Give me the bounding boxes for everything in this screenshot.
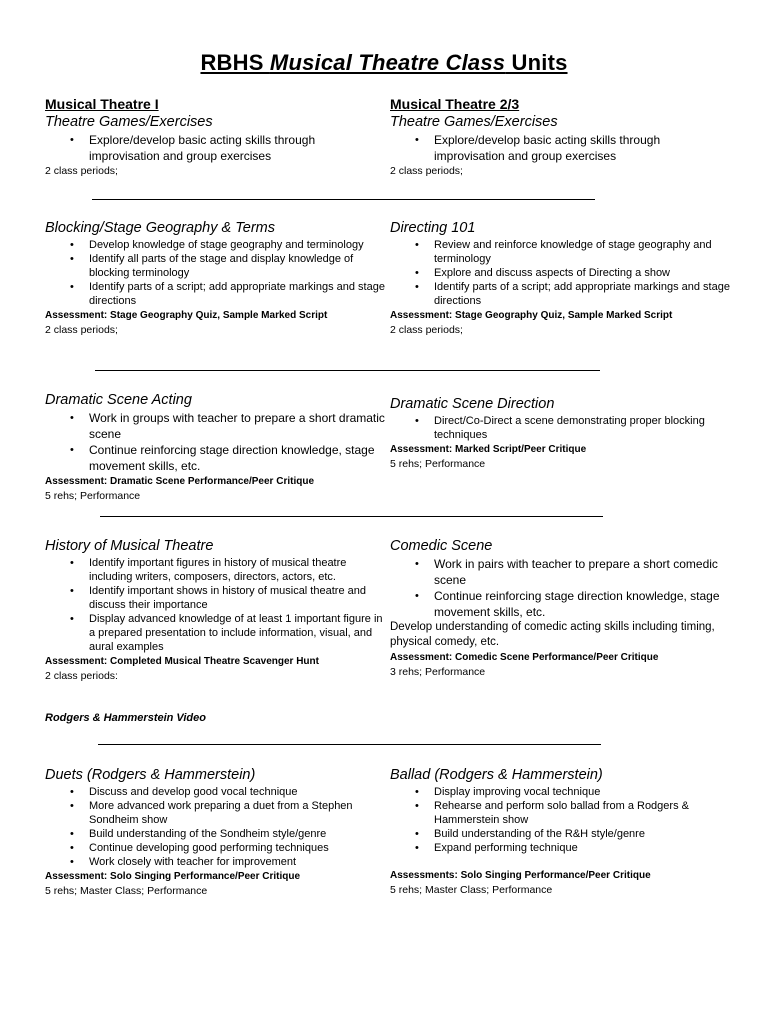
unit-ballad: [390, 766, 730, 897]
list-item: • Explore/develop basic acting skills through improvisation and group exercises: [434, 132, 730, 164]
list-item: • Identify all parts of the stage and display knowledge of blocking terminology: [89, 252, 385, 280]
list-item: • Expand performing technique: [434, 841, 730, 855]
bullet-list: [390, 785, 730, 855]
unit-description: Develop understanding of comedic acting skills including timing, physical comedy, etc.: [390, 621, 715, 648]
list-item: • Display advanced knowledge of at least 1 important figure in a prepared presentation to include information, visual, and aural examples: [89, 612, 385, 654]
bullet-list: [390, 132, 730, 164]
list-item: • Direct/Co-Direct a scene demonstrating proper blocking techniques: [434, 414, 730, 442]
period-note: 5 rehs; Performance: [390, 458, 486, 470]
bullet-list: [390, 556, 730, 620]
unit-title: Dramatic Scene Acting: [45, 392, 192, 408]
bullet-list: [45, 132, 385, 164]
period-note: 3 rehs; Performance: [390, 666, 486, 678]
unit-title: Blocking/Stage Geography & Terms: [45, 220, 275, 236]
unit-title: Ballad (Rodgers & Hammerstein): [390, 767, 603, 783]
list-item: • More advanced work preparing a duet from a Stephen Sondheim show: [89, 799, 385, 827]
level-heading: Musical Theatre 2/3: [390, 96, 520, 112]
period-note: 2 class periods;: [45, 324, 118, 336]
list-item: • Develop knowledge of stage geography and terminology: [89, 238, 385, 252]
list-item: • Work in pairs with teacher to prepare a short comedic scene: [434, 556, 730, 588]
unit-title: History of Musical Theatre: [45, 538, 214, 554]
title-italic: Musical Theatre Class: [269, 50, 506, 75]
unit-title: Theatre Games/Exercises: [45, 114, 213, 130]
video-note: Rodgers & Hammerstein Video: [45, 712, 206, 724]
unit-directing-101: [390, 219, 730, 337]
unit-mt23-theatre-games: [390, 96, 730, 178]
list-item: • Identify parts of a script; add appropriate markings and stage directions: [89, 280, 385, 308]
divider: [98, 744, 601, 745]
period-note: 2 class periods;: [390, 165, 463, 177]
period-note: 2 class periods;: [390, 324, 463, 336]
list-item: • Review and reinforce knowledge of stage geography and terminology: [434, 238, 730, 266]
bullet-list: [390, 238, 730, 308]
list-item: • Build understanding of the Sondheim style/genre: [89, 827, 385, 841]
bullet-list: [390, 414, 730, 442]
unit-mt1-theatre-games: [45, 96, 385, 178]
list-item: • Continue reinforcing stage direction knowledge, stage movement skills, etc.: [89, 442, 385, 474]
title-prefix: RBHS: [200, 50, 270, 75]
list-item: • Identify important figures in history of musical theatre including writers, composers, directors, actors, etc.: [89, 556, 385, 584]
assessment: Assessment: Solo Singing Performance/Peer Critique: [45, 871, 301, 882]
level-heading: Musical Theatre I: [45, 96, 159, 112]
bullet-list: [45, 556, 385, 654]
assessment: Assessment: Marked Script/Peer Critique: [390, 444, 587, 455]
list-item: • Discuss and develop good vocal technique: [89, 785, 385, 799]
assessment: Assessments: Solo Singing Performance/Peer Critique: [390, 870, 651, 881]
unit-title: Dramatic Scene Direction: [390, 396, 555, 412]
assessment: Assessment: Completed Musical Theatre Scavenger Hunt: [45, 656, 319, 667]
period-note: 2 class periods:: [45, 670, 118, 682]
list-item: • Explore/develop basic acting skills through improvisation and group exercises: [89, 132, 385, 164]
list-item: • Display improving vocal technique: [434, 785, 730, 799]
unit-title: Theatre Games/Exercises: [390, 114, 558, 130]
unit-dramatic-scene-acting: [45, 391, 385, 503]
divider: [92, 199, 595, 200]
assessment: Assessment: Dramatic Scene Performance/Peer Critique: [45, 476, 315, 487]
period-note: 2 class periods;: [45, 165, 118, 177]
list-item: • Build understanding of the R&H style/genre: [434, 827, 730, 841]
unit-title: Duets (Rodgers & Hammerstein): [45, 767, 256, 783]
title-suffix: Units: [505, 50, 568, 75]
list-item: • Continue reinforcing stage direction knowledge, stage movement skills, etc.: [434, 588, 730, 620]
unit-title: Comedic Scene: [390, 538, 493, 554]
list-item: • Work closely with teacher for improvement: [89, 855, 385, 869]
period-note: 5 rehs; Master Class; Performance: [45, 885, 208, 897]
bullet-list: [45, 785, 385, 869]
unit-title: Directing 101: [390, 220, 476, 236]
unit-dramatic-scene-direction: [390, 395, 730, 471]
page-title: [0, 50, 768, 76]
assessment: Assessment: Stage Geography Quiz, Sample Marked Script: [390, 310, 673, 321]
unit-blocking: [45, 219, 385, 337]
bullet-list: [45, 238, 385, 308]
list-item: • Identify important shows in history of musical theatre and discuss their importance: [89, 584, 385, 612]
list-item: • Explore and discuss aspects of Directing a show: [434, 266, 730, 280]
unit-duets: [45, 766, 385, 898]
bullet-list: [45, 410, 385, 474]
list-item: • Work in groups with teacher to prepare a short dramatic scene: [89, 410, 385, 442]
unit-comedic-scene: [390, 537, 730, 679]
list-item: • Continue developing good performing techniques: [89, 841, 385, 855]
assessment: Assessment: Comedic Scene Performance/Peer Critique: [390, 652, 659, 663]
period-note: 5 rehs; Master Class; Performance: [390, 884, 553, 896]
list-item: • Identify parts of a script; add appropriate markings and stage directions: [434, 280, 730, 308]
divider: [100, 516, 603, 517]
unit-history-of-musical-theatre: [45, 537, 385, 683]
list-item: • Rehearse and perform solo ballad from a Rodgers & Hammerstein show: [434, 799, 730, 827]
period-note: 5 rehs; Performance: [45, 490, 141, 502]
assessment: Assessment: Stage Geography Quiz, Sample Marked Script: [45, 310, 328, 321]
divider: [95, 370, 600, 371]
